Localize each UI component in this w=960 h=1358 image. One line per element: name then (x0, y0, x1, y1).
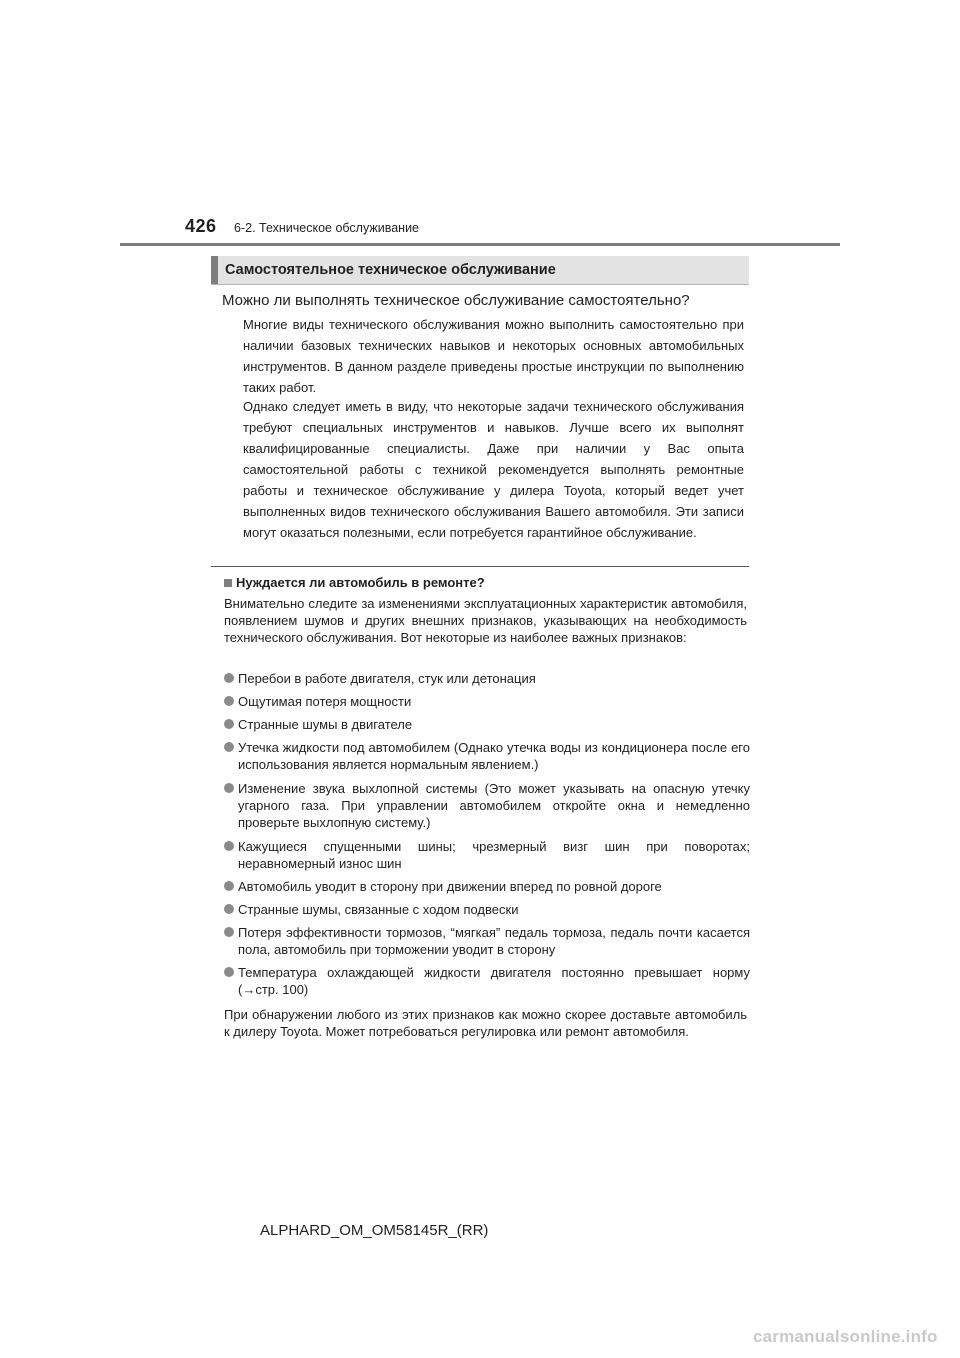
box-heading-underline (211, 284, 749, 285)
list-item-text: Изменение звука выхлопной системы (Это может указывать на опасную утечку угарного газа. При управлении автомобилем откройте окна и немедленно проверьте выхлопную систему.) (238, 781, 750, 830)
list-item-text: Перебои в работе двигателя, стук или детонация (238, 671, 536, 686)
heading-bar (211, 256, 218, 284)
bullet-icon (224, 742, 234, 752)
separator (211, 566, 749, 567)
bullet-icon (224, 967, 234, 977)
section-reference: 6-2. Техническое обслуживание (234, 221, 419, 235)
watermark: carmanualsonline.info (753, 1327, 938, 1346)
list-item-text: Странные шумы в двигателе (238, 717, 413, 732)
list-item-text: Странные шумы, связанные с ходом подвески (238, 902, 519, 917)
list-item (224, 924, 750, 958)
bullet-icon (224, 673, 234, 683)
page-number: 426 (185, 216, 217, 236)
box-heading-title: Самостоятельное техническое обслуживание (225, 262, 556, 278)
list-item (224, 739, 750, 773)
bullet-icon (224, 783, 234, 793)
square-marker-icon (224, 579, 232, 587)
list-item (224, 693, 750, 710)
box-paragraph-2: Однако следует иметь в виду, что некоторые задачи технического обслуживания требуют специальных инструментов и навыков. Лучше всего их выполнят квалифицированные специалисты. Даже при наличии у Вас опыта самостоятельной работы с техникой рекомендуется выполнять ремонтные работы и техническое обслуживание у дилера Toyota, который ведет учет выполненных видов технического обслуживания Вашего автомобиля. Эти записи могут оказаться полезными, если потребуется гарантийное обслуживание. (243, 399, 744, 540)
list-item (224, 780, 750, 831)
bullet-icon (224, 927, 234, 937)
list-item (224, 878, 750, 895)
bullet-icon (224, 841, 234, 851)
bullet-icon (224, 719, 234, 729)
list-item-text: Температура охлаждающей жидкости двигателя постоянно превышает норму (→стр. 100) (238, 965, 750, 997)
list-item (224, 901, 750, 918)
box-paragraph-1: Многие виды технического обслуживания можно выполнить самостоятельно при наличии базовых технических навыков и некоторых основных автомобильных инструментов. В данном разделе приведены простые инструкции по выполнению таких работ. (243, 317, 744, 395)
sub-heading (224, 575, 754, 590)
bullet-icon (224, 696, 234, 706)
box-question: Можно ли выполнять техническое обслуживание самостоятельно? (222, 292, 690, 309)
header-rule (120, 243, 840, 246)
list-item (224, 964, 750, 998)
closing-text: При обнаружении любого из этих признаков как можно скорее доставьте автомобиль к дилеру Toyota. Может потребоваться регулировка или ремонт автомобиля. (224, 1007, 747, 1039)
list-item-text: Утечка жидкости под автомобилем (Однако утечка воды из кондиционера после его использования является нормальным явлением.) (238, 740, 750, 772)
intro-text: Внимательно следите за изменениями эксплуатационных характеристик автомобиля, появлением шумов и других внешних признаков, указывающих на необходимость технического обслуживания. Вот некоторые из наиболее важных признаков: (224, 596, 747, 645)
sub-heading-text: Нуждается ли автомобиль в ремонте? (236, 575, 485, 590)
document-code: ALPHARD_OM_OM58145R_(RR) (260, 1222, 489, 1239)
list-item (224, 716, 750, 733)
list-item-text: Ощутимая потеря мощности (238, 694, 412, 709)
bullet-icon (224, 904, 234, 914)
list-item-text: Потеря эффективности тормозов, “мягкая” педаль тормоза, педаль почти касается пола, автомобиль при торможении уводит в сторону (238, 925, 750, 957)
list-item-text: Автомобиль уводит в сторону при движении вперед по ровной дороге (238, 879, 662, 894)
list-item (224, 838, 750, 872)
list-item (224, 670, 750, 687)
list-item-text: Кажущиеся спущенными шины; чрезмерный визг шин при поворотах; неравномерный износ шин (238, 839, 750, 871)
box-heading (211, 256, 749, 284)
bullet-icon (224, 881, 234, 891)
